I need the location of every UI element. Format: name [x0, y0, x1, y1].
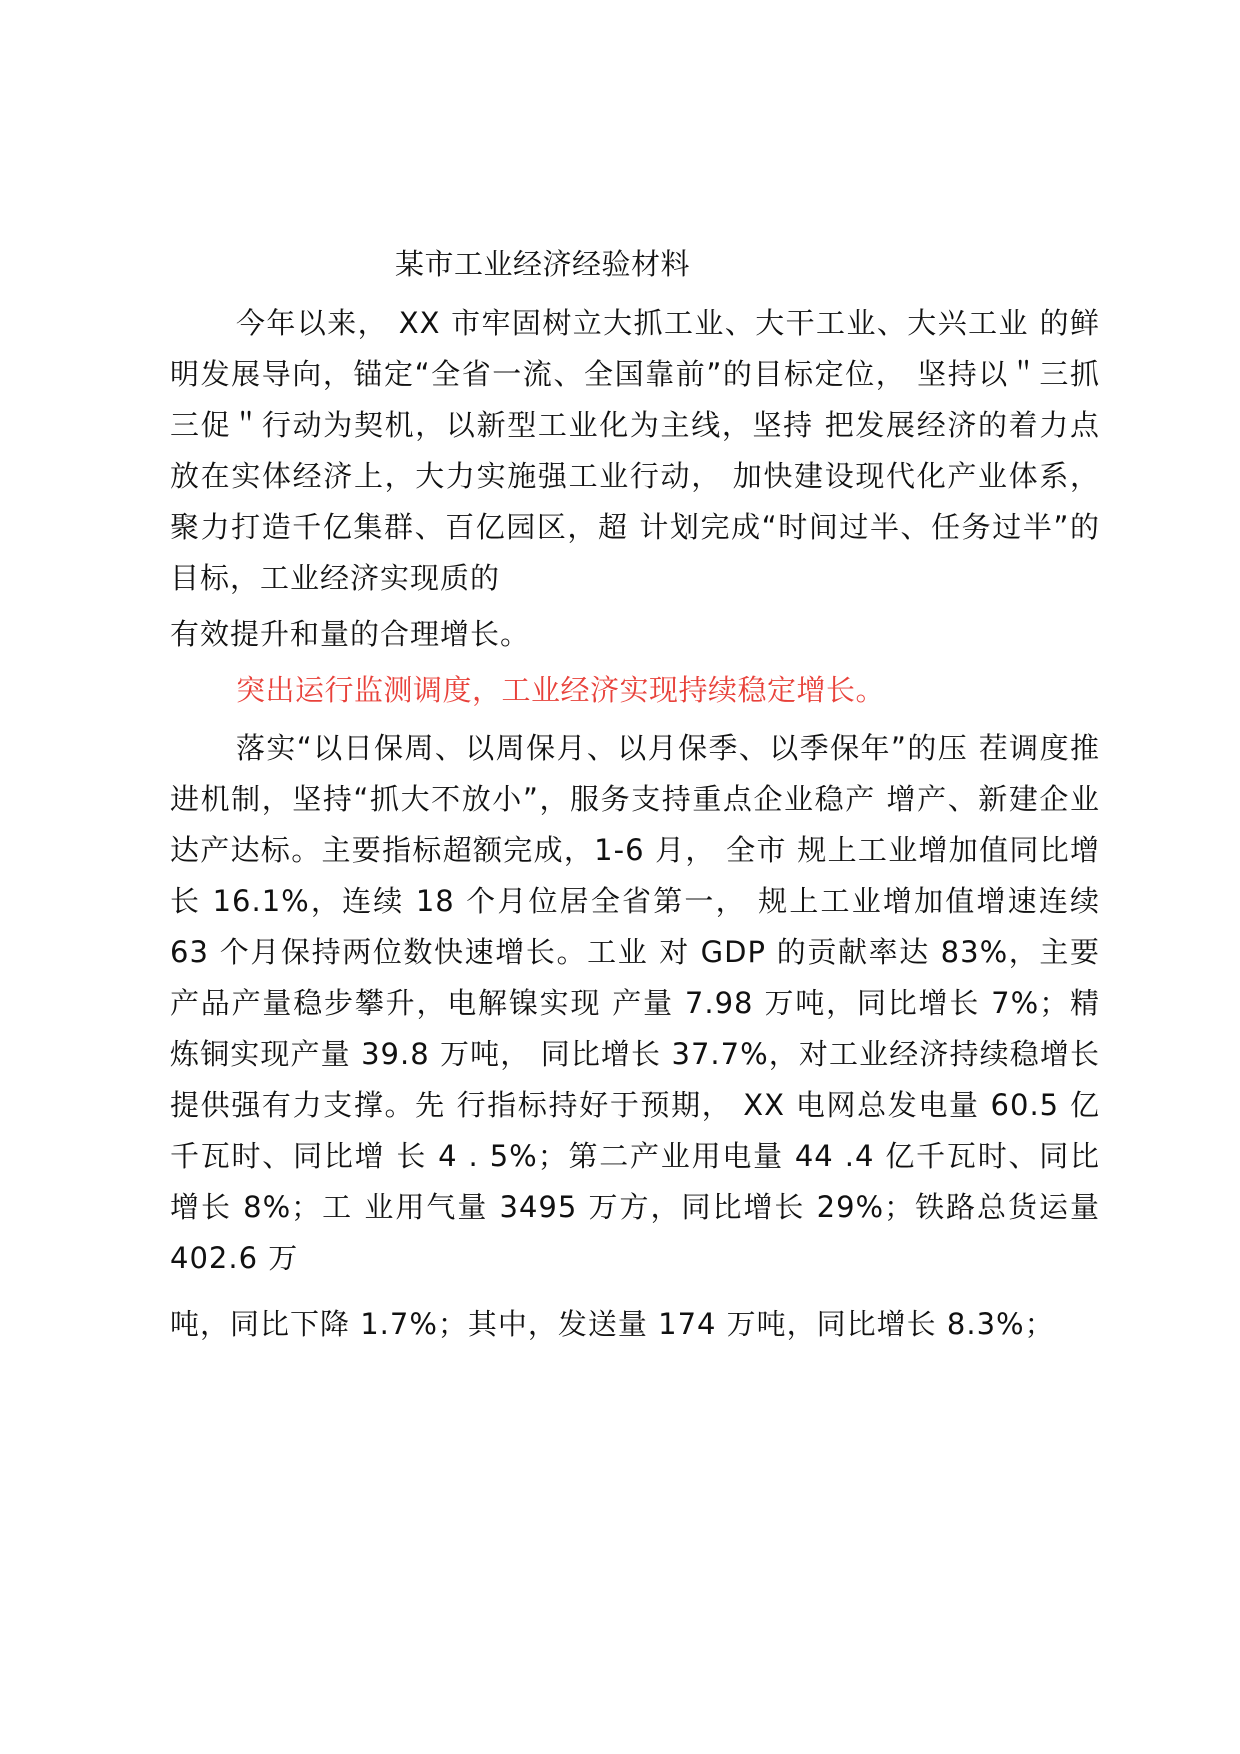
document-title: 某市工业经济经验材料: [395, 247, 691, 281]
paragraph-intro-continued: 有效提升和量的合理增长。: [170, 617, 531, 651]
paragraph-monitoring: 落实“以日保周、以周保月、以月保季、以季保年”的压 茬调度推进机制，坚持“抓大不放小”，服务支持重点企业稳产 增产、新建企业达产达标。主要指标超额完成，1-6 月， 全市 规上工业增加值同比增长 16.1%，连续 18 个月位居全省第一， 规上工业增加值增速连续 63 个月保持两位数快速增长。工业 对 GDP 的贡献率达 83%，主要产品产量稳步攀升，电解镍实现 产量 7.98 万吨，同比增长 7%；精炼铜实现产量 39.8 万吨， 同比增长 37.7%，对工业经济持续稳增长提供强有力支撑。先 行指标持好于预期， XX 电网总发电量 60.5 亿千瓦时、同比增 长 4 . 5%；第二产业用电量 44 .4 亿千瓦时、同比增长 8%；工 业用气量 3495 万方，同比增长 29%；铁路总货运量 402.6 万: [170, 731, 1100, 1275]
section-heading: 突出运行监测调度，工业经济实现持续稳定增长。: [236, 673, 886, 707]
paragraph-intro: 今年以来， XX 市牢固树立大抓工业、大干工业、大兴工业 的鲜明发展导向，锚定“全省一流、全国靠前”的目标定位， 坚持以＂三抓三促＂行动为契机，以新型工业化为主线，坚持 把发展经济的着力点放在实体经济上，大力实施强工业行动， 加快建设现代化产业体系，聚力打造千亿集群、百亿园区，超 计划完成“时间过半、任务过半”的目标，工业经济实现质的: [170, 306, 1100, 595]
paragraph-monitoring-continued: 吨，同比下降 1.7%；其中，发送量 174 万吨，同比增长 8.3%；: [170, 1307, 1055, 1341]
